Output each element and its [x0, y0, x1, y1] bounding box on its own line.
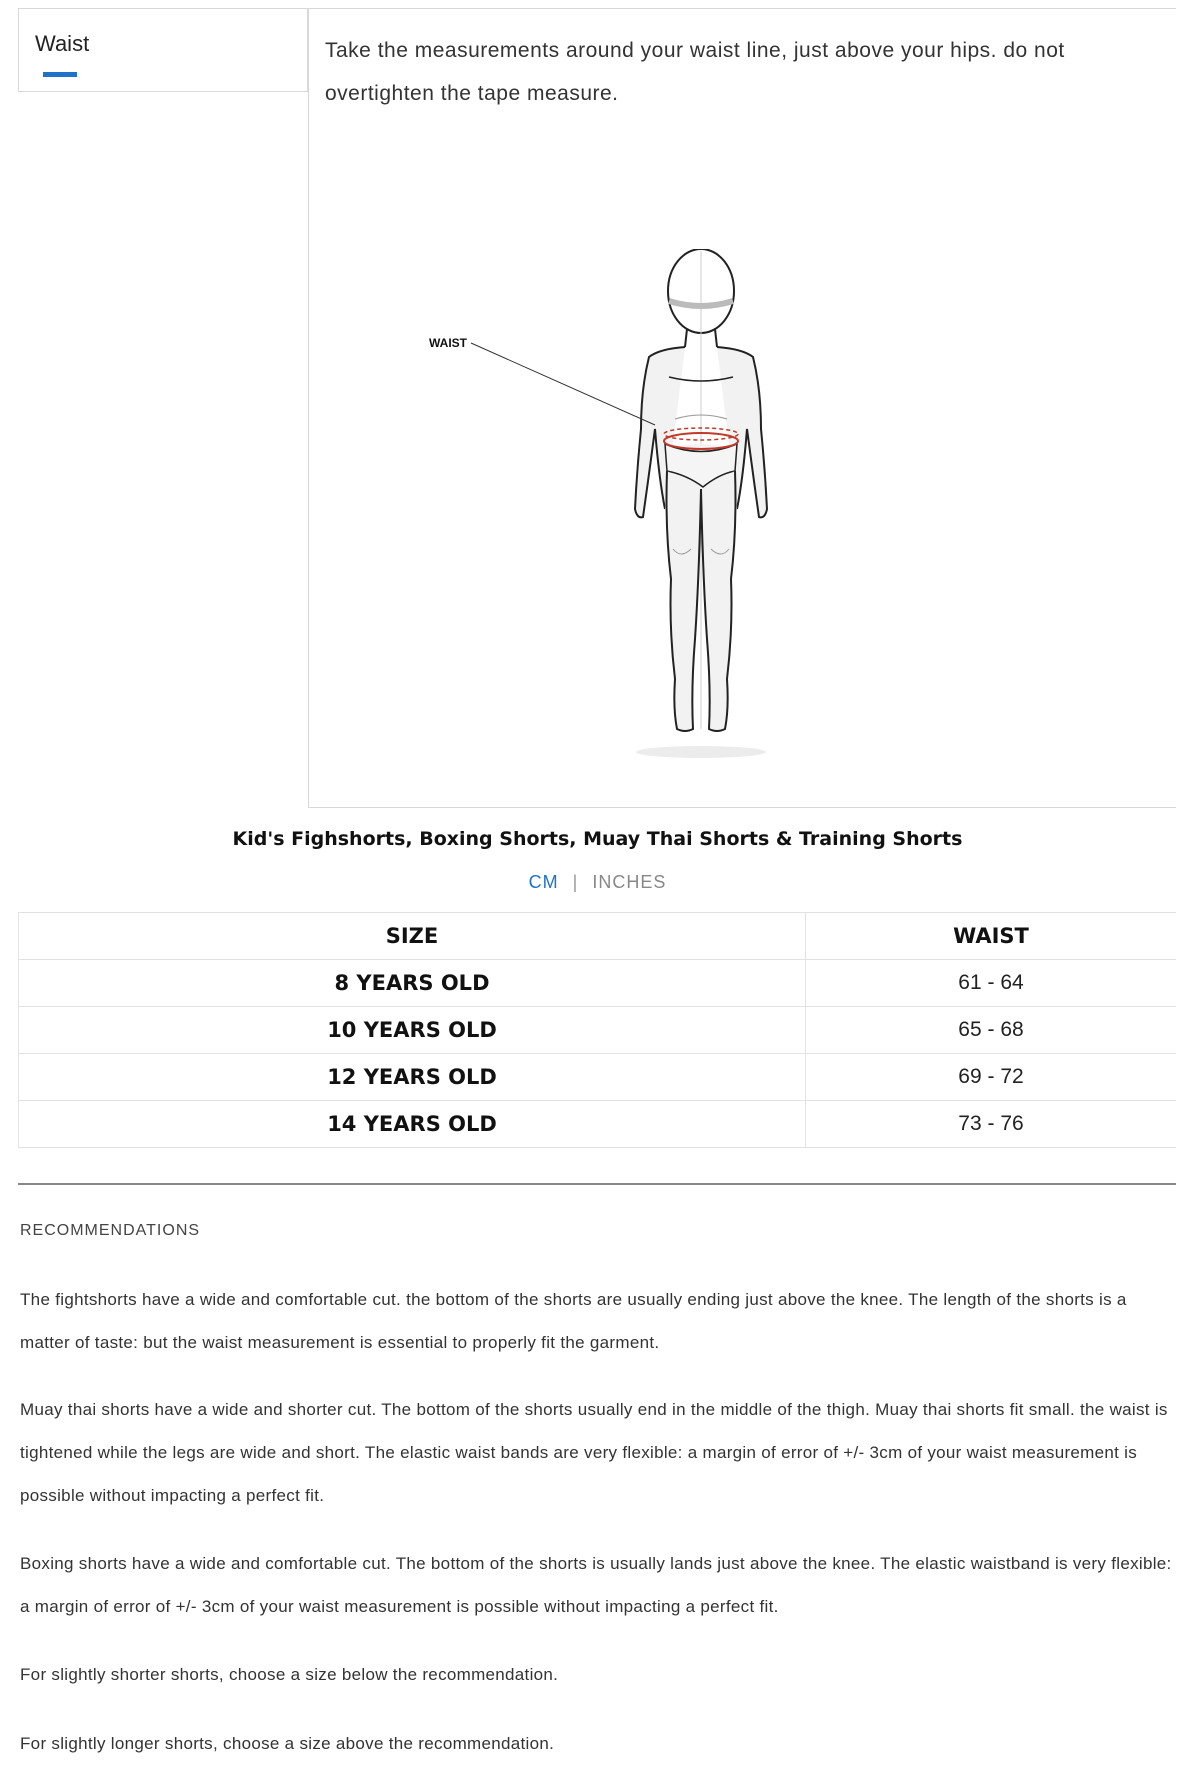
table-row [19, 1101, 1177, 1148]
waist-cell: 69 - 72 [806, 1054, 1177, 1101]
recommendation-longer: For slightly longer shorts, choose a size above the recommendation. [20, 1734, 555, 1753]
measurement-section [18, 8, 1176, 808]
unit-cm-button[interactable]: CM [528, 872, 559, 892]
recommendation-muay-thai: Muay thai shorts have a wide and shorter cut. The bottom of the shorts usually end in the middle of the thigh. Muay thai shorts fit small. the waist is tightened while the legs are wide and short. The elastic waist bands are very flexible: a margin of error of +/- 3cm of your waist measurement is possible without impacting a perfect fit. [20, 1400, 1168, 1505]
unit-inches-button[interactable]: INCHES [592, 872, 667, 892]
unit-toggle [0, 872, 1195, 893]
measurement-panel [308, 8, 1176, 808]
unit-separator: | [572, 872, 579, 892]
section-divider [18, 1183, 1176, 1185]
recommendation-shorter: For slightly shorter shorts, choose a size below the recommendation. [20, 1665, 559, 1684]
recommendation-fightshorts: The fightshorts have a wide and comfortable cut. the bottom of the shorts are usually ending just above the knee. The length of the shorts is a matter of taste: but the waist measurement is essential to properly fit the garment. [20, 1290, 1127, 1352]
waist-cell: 73 - 76 [806, 1101, 1177, 1148]
table-header-row [19, 913, 1177, 960]
header-waist: WAIST [806, 913, 1177, 960]
waist-cell: 65 - 68 [806, 1007, 1177, 1054]
child-figure-illustration [429, 249, 829, 769]
tab-waist[interactable] [18, 8, 308, 92]
size-chart-title: Kid's Fighshorts, Boxing Shorts, Muay Thai Shorts & Training Shorts [232, 828, 963, 850]
measurement-instruction: Take the measurements around your waist line, just above your hips. do not overtighten the tape measure. [325, 39, 1065, 105]
tab-waist-label: Waist [35, 31, 90, 56]
table-row [19, 1054, 1177, 1101]
figure-waist-label: WAIST [429, 336, 467, 350]
recommendations-heading: RECOMMENDATIONS [20, 1222, 201, 1239]
size-cell: 10 YEARS OLD [19, 1007, 806, 1054]
waist-cell: 61 - 64 [806, 960, 1177, 1007]
recommendation-boxing: Boxing shorts have a wide and comfortable cut. The bottom of the shorts is usually lands just above the knee. The elastic waistband is very flexible: a margin of error of +/- 3cm of your waist measurement is possible without impacting a perfect fit. [20, 1554, 1172, 1616]
header-size: SIZE [19, 913, 806, 960]
size-table [18, 912, 1176, 1148]
size-cell: 8 YEARS OLD [19, 960, 806, 1007]
size-cell: 12 YEARS OLD [19, 1054, 806, 1101]
size-cell: 14 YEARS OLD [19, 1101, 806, 1148]
table-row [19, 960, 1177, 1007]
table-row [19, 1007, 1177, 1054]
tab-active-indicator [43, 72, 77, 77]
